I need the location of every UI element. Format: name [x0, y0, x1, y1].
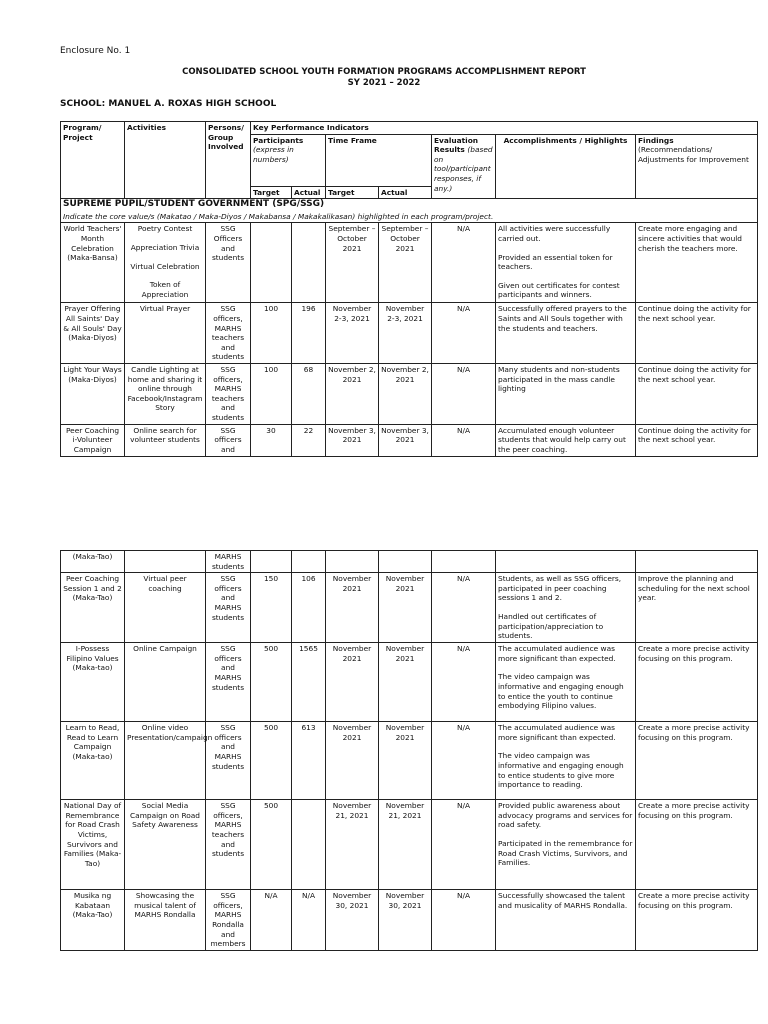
header-time-frame: Time Frame [326, 134, 432, 186]
evaluation-cell: N/A [432, 800, 496, 890]
section-note: Indicate the core value/s (Makatao / Maka-Diyos / Makabansa / Makakalikasan) highlighted in each program/project. [61, 211, 758, 223]
time-target-cell: November 3, 2021 [326, 424, 379, 456]
findings-cell: Create a more precise activity focusing on this program. [636, 890, 758, 951]
table-row [61, 890, 758, 951]
participants-actual-cell: 106 [292, 573, 326, 643]
header-participants-note: (express in numbers) [253, 145, 294, 164]
accomplishments-cell [496, 890, 636, 951]
time-target-cell: November 30, 2021 [326, 890, 379, 951]
accomplishment-item: Given out certificates for contest participants and winners. [498, 280, 620, 300]
header-findings [636, 134, 758, 199]
activity-item: Virtual Celebration [130, 261, 200, 271]
activity-item: Appreciation Trivia [130, 242, 200, 252]
participants-actual-cell [292, 800, 326, 890]
persons-cell: SSG officers, MARHS Rondalla and members [206, 890, 251, 951]
header-evaluation-note: (based on tool/participant responses, if any.) [434, 145, 493, 193]
activities-cell [125, 303, 206, 364]
time-target-cell: November 2, 2021 [326, 363, 379, 424]
time-actual-cell: November 2021 [379, 643, 432, 722]
activity-item: Showcasing the musical talent of MARHS Rondalla [134, 891, 196, 920]
accomplishments-cell [496, 363, 636, 424]
table-row [61, 363, 758, 424]
accomplishment-item: Students, as well as SSG officers, participated in peer coaching sessions 1 and 2. [498, 574, 622, 603]
school-name: SCHOOL: MANUEL A. ROXAS HIGH SCHOOL [60, 99, 277, 109]
time-target-cell: November 2-3, 2021 [326, 303, 379, 364]
header-activities: Activities [125, 122, 206, 199]
report-title: CONSOLIDATED SCHOOL YOUTH FORMATION PROGRAMS ACCOMPLISHMENT REPORT [182, 67, 586, 77]
persons-cell: SSG Officers and students [206, 223, 251, 303]
findings-cell [636, 551, 758, 573]
time-actual-cell: November 30, 2021 [379, 890, 432, 951]
header-kpi: Key Performance Indicators [251, 122, 758, 135]
report-table-page2 [60, 550, 758, 951]
activities-cell [125, 722, 213, 800]
table-row [61, 424, 758, 456]
header-time-actual: Actual [379, 186, 432, 199]
persons-cell: SSG officers, MARHS teachers and students [206, 800, 251, 890]
activity-item: Social Media Campaign on Road Safety Awareness [130, 801, 200, 830]
time-actual-cell: November 2, 2021 [379, 363, 432, 424]
evaluation-cell: N/A [432, 643, 496, 722]
evaluation-cell: N/A [432, 424, 496, 456]
accomplishments-cell [496, 800, 636, 890]
findings-cell: Continue doing the activity for the next school year. [636, 424, 758, 456]
time-target-cell: November 2021 [326, 573, 379, 643]
participants-actual-cell [292, 551, 326, 573]
participants-actual-cell: 613 [292, 722, 326, 800]
time-target-cell: September – October 2021 [326, 223, 379, 303]
evaluation-cell: N/A [432, 363, 496, 424]
participants-target-cell: 500 [251, 722, 292, 800]
persons-cell: SSG officers and MARHS students [206, 643, 251, 722]
accomplishment-item: The video campaign was informative and engaging enough to entice the youth to continue embodying Filipino values. [498, 672, 624, 711]
table-row [61, 573, 758, 643]
time-actual-cell: November 2021 [379, 573, 432, 643]
time-target-cell: November 21, 2021 [326, 800, 379, 890]
participants-actual-cell: 1565 [292, 643, 326, 722]
accomplishment-item: Accumulated enough volunteer students that would help carry out the peer coaching. [498, 425, 626, 454]
activities-cell [125, 363, 206, 424]
table-row [61, 722, 758, 800]
program-cell: Peer Coaching i-Volunteer Campaign [61, 424, 125, 456]
header-participants-target: Target [251, 186, 292, 199]
accomplishment-item: Provided an essential token for teachers. [498, 252, 613, 272]
participants-actual-cell [292, 223, 326, 303]
participants-target-cell: 100 [251, 363, 292, 424]
report-table-page1 [60, 121, 758, 457]
time-target-cell: November 2021 [326, 643, 379, 722]
program-cell: World Teachers' Month Celebration (Maka-Bansa) [61, 223, 125, 303]
evaluation-cell [432, 551, 496, 573]
evaluation-cell: N/A [432, 303, 496, 364]
program-cell: I-Possess Filipino Values (Maka-tao) [61, 643, 125, 722]
accomplishment-item: All activities were successfully carried out. [498, 224, 611, 243]
time-target-cell: November 2021 [326, 722, 379, 800]
program-cell: Prayer Offering All Saints' Day & All Souls' Day (Maka-Diyos) [61, 303, 125, 364]
persons-cell: MARHS students [206, 551, 251, 573]
program-cell: Light Your Ways (Maka-Diyos) [61, 363, 125, 424]
participants-target-cell: 150 [251, 573, 292, 643]
activity-item: Online search for volunteer students [130, 425, 200, 445]
participants-actual-cell: 68 [292, 363, 326, 424]
header-participants [251, 134, 326, 186]
persons-cell: SSG officers and MARHS students [206, 573, 251, 643]
findings-cell: Create more engaging and sincere activities that would cherish the teachers more. [636, 223, 758, 303]
persons-cell: SSG officers and MARHS students [206, 722, 251, 800]
participants-target-cell: N/A [251, 890, 292, 951]
time-actual-cell [379, 551, 432, 573]
activity-item: Poetry Contest [137, 224, 193, 234]
evaluation-cell: N/A [432, 722, 496, 800]
activity-item: Online video Presentation/campaign [127, 723, 213, 742]
accomplishments-cell [496, 722, 636, 800]
header-evaluation-label: Evaluation Results [434, 135, 479, 155]
accomplishment-item: The accumulated audience was more significant than expected. [498, 644, 616, 663]
table-row [61, 303, 758, 364]
evaluation-cell: N/A [432, 573, 496, 643]
activities-cell [125, 573, 206, 643]
participants-actual-cell: N/A [292, 890, 326, 951]
program-cell: (Maka-Tao) [61, 551, 125, 573]
accomplishment-item: Successfully showcased the talent and musicality of MARHS Rondalla. [498, 891, 628, 910]
activity-item: Candle Lighting at home and sharing it online through Facebook/Instagram Story [127, 364, 203, 413]
time-target-cell [326, 551, 379, 573]
time-actual-cell: November 21, 2021 [379, 800, 432, 890]
findings-cell: Continue doing the activity for the next school year. [636, 363, 758, 424]
accomplishments-cell [496, 424, 636, 456]
accomplishments-cell [496, 573, 636, 643]
accomplishments-cell [496, 551, 636, 573]
accomplishment-item: Provided public awareness about advocacy programs and services for road safety. [498, 801, 633, 830]
participants-target-cell: 500 [251, 800, 292, 890]
program-cell: Learn to Read, Read to Learn Campaign (Maka-tao) [61, 722, 125, 800]
accomplishments-cell [496, 223, 636, 303]
accomplishment-item: Successfully offered prayers to the Saints and All Souls together with the students and teachers. [498, 304, 627, 333]
evaluation-cell: N/A [432, 890, 496, 951]
persons-cell: SSG officers, MARHS teachers and students [206, 303, 251, 364]
activity-item: Virtual peer coaching [143, 574, 187, 593]
findings-cell: Create a more precise activity focusing on this program. [636, 800, 758, 890]
activity-item: Virtual Prayer [139, 304, 191, 314]
activity-item: Online Campaign [133, 644, 197, 654]
time-actual-cell: November 2-3, 2021 [379, 303, 432, 364]
accomplishment-item: Many students and non-students participated in the mass candle lighting [498, 364, 620, 394]
participants-target-cell: 500 [251, 643, 292, 722]
table-row [61, 551, 758, 573]
activity-item: Token of Appreciation [141, 280, 189, 299]
header-evaluation [432, 134, 496, 199]
table-row [61, 800, 758, 890]
time-actual-cell: September – October 2021 [379, 223, 432, 303]
accomplishments-cell [496, 643, 636, 722]
activities-cell [125, 643, 206, 722]
time-actual-cell: November 3, 2021 [379, 424, 432, 456]
activities-cell [125, 424, 206, 456]
header-time-target: Target [326, 186, 379, 199]
participants-actual-cell: 22 [292, 424, 326, 456]
accomplishments-cell [496, 303, 636, 364]
header-persons: Persons/ Group Involved [206, 122, 251, 199]
accomplishment-item: The video campaign was informative and engaging enough to entice students to give more importance to reading. [498, 751, 624, 790]
program-cell: Musika ng Kabataan (Maka-Tao) [61, 890, 125, 951]
activities-cell [125, 551, 206, 573]
activities-cell [125, 800, 206, 890]
persons-cell: SSG officers, MARHS teachers and students [206, 363, 251, 424]
enclosure-label: Enclosure No. 1 [60, 46, 131, 56]
school-year: SY 2021 – 2022 [347, 78, 421, 88]
findings-cell: Continue doing the activity for the next school year. [636, 303, 758, 364]
accomplishment-item: The accumulated audience was more significant than expected. [498, 723, 616, 742]
accomplishment-item: Handled out certificates of participation/appreciation to students. [498, 611, 604, 641]
time-actual-cell: November 2021 [379, 722, 432, 800]
activities-cell [125, 890, 206, 951]
evaluation-cell: N/A [432, 223, 496, 303]
header-findings-note: (Recommendations/ Adjustments for Improvement [638, 145, 749, 164]
persons-cell: SSG officers and [206, 424, 251, 456]
participants-target-cell: 30 [251, 424, 292, 456]
table-row [61, 643, 758, 722]
findings-cell: Improve the planning and scheduling for the next school year. [636, 573, 758, 643]
participants-target-cell: 100 [251, 303, 292, 364]
section-title: SUPREME PUPIL/STUDENT GOVERNMENT (SPG/SSG) [61, 199, 758, 211]
participants-target-cell [251, 223, 292, 303]
header-participants-actual: Actual [292, 186, 326, 199]
header-participants-label: Participants [253, 135, 304, 145]
activities-cell [125, 223, 206, 303]
header-accomplishments: Accomplishments / Highlights [496, 134, 636, 199]
participants-target-cell [251, 551, 292, 573]
header-findings-label: Findings [638, 135, 674, 145]
header-program: Program/ Project [61, 122, 125, 199]
findings-cell: Create a more precise activity focusing on this program. [636, 643, 758, 722]
accomplishment-item: Participated in the remembrance for Road Crash Victims, Survivors, and Families. [498, 838, 633, 868]
table-row [61, 223, 758, 303]
program-cell: Peer Coaching Session 1 and 2 (Maka-Tao) [61, 573, 125, 643]
program-cell: National Day of Remembrance for Road Crash Victims, Survivors and Families (Maka-Tao) [61, 800, 125, 890]
findings-cell: Create a more precise activity focusing on this program. [636, 722, 758, 800]
participants-actual-cell: 196 [292, 303, 326, 364]
